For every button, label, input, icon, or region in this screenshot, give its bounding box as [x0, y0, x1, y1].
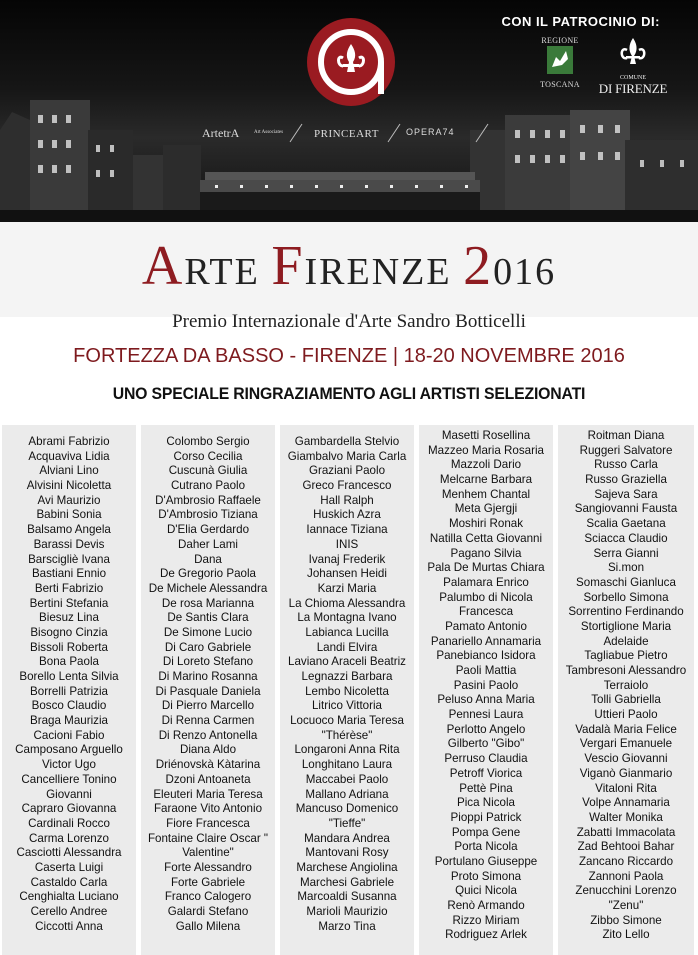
artist-name: Cardinali Rocco: [28, 816, 110, 830]
artist-name: Longaroni Anna Rita: [294, 743, 400, 757]
artist-name: Palumbo di Nicola: [439, 590, 533, 604]
artist-name: Uttieri Paolo: [594, 708, 658, 722]
artist-name: Porta Nicola: [454, 840, 518, 854]
artist-name: Castaldo Carla: [30, 875, 108, 889]
artist-name: Cutrano Paolo: [170, 479, 246, 493]
artist-name: Cerello Andree: [30, 905, 108, 918]
partner-logos: [190, 120, 510, 150]
artist-name: Borello Lenta Silvia: [19, 670, 119, 683]
artist-name: Valentine": [182, 846, 234, 860]
artist-name: Somaschi Gianluca: [576, 575, 676, 589]
artist-name: Zito Lello: [602, 928, 650, 942]
artist-name: Panebianco Isidora: [436, 649, 536, 663]
artist-name: D'Ambrosio Tiziana: [158, 508, 258, 522]
artist-name: Capraro Giovanna: [21, 802, 117, 816]
artist-name: Sorbello Simona: [583, 590, 669, 604]
artist-name: La Montagna Ivano: [297, 611, 397, 625]
artist-name: Adelaide: [603, 634, 649, 648]
artist-name: Petroff Viorica: [449, 766, 523, 780]
artist-name: Di Renna Carmen: [161, 714, 255, 728]
artist-name: Colombo Sergio: [166, 435, 250, 448]
artist-name: Vitaloni Rita: [595, 781, 657, 795]
artist-name: Menhem Chantal: [441, 487, 531, 501]
artist-name: Quici Nicola: [455, 884, 517, 898]
separator-slash: [288, 122, 304, 144]
artist-name: Bastiani Ennio: [31, 567, 107, 581]
artist-name: Vescio Giovanni: [584, 752, 668, 766]
artist-name: Roitman Diana: [587, 429, 665, 442]
artist-name: Pasini Paolo: [453, 678, 519, 692]
title-year: 016: [493, 251, 557, 293]
artist-name: Mazzoli Dario: [450, 458, 522, 472]
artist-name: Ciccotti Anna: [35, 919, 103, 933]
artist-name: Laviano Araceli Beatriz: [288, 655, 406, 669]
artist-name: La Chioma Alessandra: [288, 596, 406, 610]
artist-name: Vergari Emanuele: [579, 737, 673, 751]
artist-name: Johansen Heidi: [307, 567, 387, 581]
firenze-label: DI FIRENZE: [598, 81, 668, 96]
artist-name: Giambalvo Maria Carla: [287, 449, 407, 463]
artist-name: Legnazzi Barbara: [301, 670, 393, 683]
event-location-dates: FORTEZZA DA BASSO - FIRENZE | 18-20 NOVEMBRE 2016: [73, 345, 625, 367]
artist-name: De Michele Alessandra: [148, 581, 268, 595]
artist-name: Pala De Murtas Chiara: [427, 561, 545, 575]
artist-name: Masetti Rosellina: [441, 429, 531, 442]
artist-name: Tolli Gabriella: [591, 693, 661, 707]
artist-name: Melcarne Barbara: [439, 473, 533, 487]
artist-name: Bissoli Roberta: [30, 640, 108, 654]
artist-name: Corso Cecilia: [173, 449, 243, 463]
artist-name: Peluso Anna Maria: [437, 693, 535, 707]
artist-name: Marchese Angiolina: [296, 860, 398, 874]
artetra-subtitle: Art Associates: [254, 130, 284, 135]
artist-name: Huskich Azra: [313, 508, 381, 522]
artist-name: INIS: [335, 537, 359, 551]
artist-name: De Simone Lucio: [163, 625, 253, 639]
artist-name: Karzi Maria: [317, 581, 377, 595]
artist-name: Zancano Riccardo: [578, 854, 674, 868]
artist-name: Longhitano Laura: [301, 758, 393, 772]
artetra-logo: ArtetrA: [202, 126, 240, 140]
artist-name: Tambresoni Alessandro: [565, 664, 687, 677]
artist-name: Pagano Silvia: [450, 546, 522, 560]
artist-name: Lembo Nicoletta: [305, 684, 389, 698]
artist-name: Sciacca Claudio: [584, 531, 668, 545]
artist-name: Victor Ugo: [42, 758, 96, 772]
separator-slash: [386, 122, 402, 144]
artist-name: Rodriguez Arlek: [445, 928, 527, 942]
artist-name: Scalia Gaetana: [586, 517, 666, 531]
artist-name: Sangiovanni Fausta: [574, 502, 678, 516]
pegasus-icon: [546, 45, 574, 75]
artist-name: Fontaine Claire Oscar ": [147, 831, 269, 845]
arte-firenze-lily-logo: [303, 14, 399, 110]
artist-name: Faraone Vito Antonio: [153, 802, 263, 816]
artist-name: Gambardella Stelvio: [294, 435, 400, 448]
artist-name: Carma Lorenzo: [29, 831, 109, 845]
artist-name: Di Loreto Stefano: [162, 655, 254, 669]
artist-name: Rizzo Miriam: [452, 913, 520, 927]
artist-name: Litrico Vittoria: [311, 699, 383, 713]
artist-name: Zabatti Immacolata: [576, 825, 676, 839]
artist-name: "Thérèse": [321, 728, 373, 742]
artist-name: Proto Simona: [450, 869, 522, 883]
title-initial-2: 2: [463, 235, 494, 297]
artist-name: Alvisini Nicoletta: [26, 479, 112, 493]
artist-column-4: [419, 425, 553, 955]
artist-name: Landi Elvira: [316, 640, 378, 654]
artist-name: Pennesi Laura: [448, 708, 524, 722]
artist-name: Caserta Luigi: [34, 860, 104, 874]
artist-name: Eleuteri Maria Teresa: [153, 787, 263, 801]
artist-name: Ivanaj Frederik: [308, 552, 386, 566]
header-banner: [0, 0, 698, 222]
artist-name: Pamato Antonio: [445, 619, 527, 633]
page-title: [0, 234, 698, 298]
artist-name: Cuscunà Giulia: [168, 464, 248, 478]
title-rte: RTE: [184, 251, 272, 293]
artist-name: Locuoco Maria Teresa: [290, 714, 404, 728]
artist-name: Babini Sonia: [36, 508, 102, 522]
title-initial-f: F: [271, 235, 305, 297]
artist-name: Avi Maurizio: [37, 493, 101, 507]
artist-name: D'Ambrosio Raffaele: [155, 493, 261, 507]
artist-name: Forte Gabriele: [170, 875, 246, 889]
artist-name: Di Marino Rosanna: [158, 670, 258, 683]
comune-di-firenze-logo: [598, 36, 668, 97]
artist-name: Marcoaldi Susanna: [297, 890, 397, 904]
artist-name: Maccabei Paolo: [305, 772, 389, 786]
artist-name: Acquaviva Lidia: [28, 449, 110, 463]
artist-name: Braga Maurizia: [30, 714, 108, 728]
artist-name: De Gregorio Paola: [159, 567, 257, 581]
artist-name: Labianca Lucilla: [305, 625, 389, 639]
artist-name: Serra Gianni: [593, 546, 659, 560]
artist-name: Mantovani Rosy: [305, 846, 389, 860]
artist-name: Marzo Tina: [318, 919, 376, 933]
artist-name: De rosa Marianna: [161, 596, 255, 610]
artist-name: Perruso Claudia: [444, 752, 528, 766]
artist-name: Bosco Claudio: [31, 699, 107, 713]
artist-column-5: [558, 425, 694, 955]
artist-name: Daher Lami: [178, 537, 238, 551]
title-irenze: IRENZE: [304, 251, 464, 293]
artist-name: Tagliabue Pietro: [584, 649, 668, 663]
thanks-heading: UNO SPECIALE RINGRAZIAMENTO AGLI ARTISTI SELEZIONATI: [112, 384, 586, 403]
artist-name: Mallano Adriana: [305, 787, 389, 801]
artist-name: Camposano Arguello: [15, 743, 123, 757]
comune-label: COMUNE: [619, 75, 646, 81]
patronage-label: CON IL PATROCINIO DI:: [501, 14, 660, 29]
artist-name: Driénovskà Kàtarina: [155, 758, 261, 772]
artist-name: Sajeva Sara: [594, 487, 658, 501]
artist-name: Gilberto "Gibo": [447, 737, 525, 751]
artist-name: Di Pasquale Daniela: [155, 684, 261, 698]
artist-name: Alviani Lino: [39, 464, 99, 478]
artist-name: Casciotti Alessandra: [16, 846, 122, 860]
artist-name: Barassi Devis: [33, 537, 105, 551]
artist-name: Abrami Fabrizio: [28, 435, 110, 448]
artist-name: Pioppi Patrick: [450, 810, 522, 824]
artist-name: Stortiglione Maria: [580, 619, 672, 633]
artist-name: Mazzeo Maria Rosaria: [428, 443, 544, 457]
artist-name: Di Pierro Marcello: [161, 699, 255, 713]
artist-name: Ruggeri Salvatore: [579, 443, 673, 457]
artist-name: Pica Nicola: [457, 796, 515, 810]
artist-name: Graziani Paolo: [308, 464, 386, 478]
artist-name: Cancelliere Tonino: [21, 772, 117, 786]
regione-label: REGIONE: [541, 36, 579, 45]
artist-name: Greco Francesco: [302, 479, 392, 493]
artist-name: Russo Graziella: [585, 473, 667, 487]
artist-name: Barscigliè Ivana: [28, 552, 110, 566]
opera74-logo: OPERA74: [406, 127, 455, 137]
artist-name: Zad Behtooi Bahar: [577, 840, 675, 854]
artist-name: "Tieffe": [328, 816, 366, 830]
artist-name: Borrelli Patrizia: [30, 684, 108, 698]
artist-name: Dzoni Antoaneta: [165, 772, 251, 786]
artist-name: Giovanni: [46, 787, 92, 801]
toscana-label: TOSCANA: [540, 80, 580, 89]
artist-name: Bisogno Cinzia: [30, 625, 108, 639]
artist-name: Vadalà Maria Felice: [575, 722, 677, 736]
artist-name: Pettè Pina: [459, 781, 513, 795]
regione-toscana-logo: [530, 36, 590, 89]
artist-name: Dana: [194, 552, 222, 566]
artist-name: Cacioni Fabio: [33, 728, 105, 742]
subtitle: Premio Internazionale d'Arte Sandro Botticelli: [172, 311, 526, 332]
artist-name: Marchesi Gabriele: [299, 875, 395, 889]
artist-name: Galardi Stefano: [167, 905, 249, 918]
artist-name: D'Elia Gerdardo: [166, 523, 250, 537]
artist-column-2: [141, 425, 275, 955]
artist-name: De Santis Clara: [167, 611, 249, 625]
artist-name: Terraiolo: [603, 678, 649, 692]
artist-name: Walter Monika: [589, 810, 663, 824]
artist-name: Mandara Andrea: [304, 831, 390, 845]
artist-column-1: [2, 425, 136, 955]
artist-name: Palamara Enrico: [443, 575, 529, 589]
artist-name: Mancuso Domenico: [295, 802, 399, 816]
artist-name: Bona Paola: [39, 655, 99, 669]
artist-name: Portulano Giuseppe: [434, 854, 538, 868]
artist-name: Viganò Gianmario: [579, 766, 673, 780]
princeart-logo: PRINCEART: [314, 128, 379, 140]
artist-column-3: [280, 425, 414, 955]
artist-name: Sorrentino Ferdinando: [568, 605, 684, 619]
title-initial-a: A: [141, 235, 185, 297]
artist-name: Bertini Stefania: [29, 596, 109, 610]
artist-name: Panariello Annamaria: [430, 634, 542, 648]
artist-name: Moshiri Ronak: [448, 517, 524, 531]
artist-name: Di Renzo Antonella: [158, 728, 258, 742]
artist-name: Natilla Cetta Giovanni: [429, 531, 543, 545]
artist-name: Gallo Milena: [175, 919, 241, 933]
artist-name: Berti Fabrizio: [34, 581, 104, 595]
artist-name: Franco Calogero: [164, 890, 252, 904]
artist-name: Cenghialta Luciano: [19, 890, 119, 904]
separator-slash: [474, 122, 490, 144]
artist-name: Zannoni Paola: [588, 869, 664, 883]
artist-name: "Zenu": [608, 899, 644, 912]
artist-name: Zibbo Simone: [590, 913, 662, 927]
artist-name: Diana Aldo: [179, 743, 237, 757]
artist-name: Hall Ralph: [320, 493, 374, 507]
fleur-de-lis-icon: [618, 36, 648, 70]
artist-name: Di Caro Gabriele: [164, 640, 252, 654]
artist-name: Fiore Francesca: [166, 816, 250, 830]
artist-name: Francesca: [458, 605, 514, 619]
artist-name: Marioli Maurizio: [306, 905, 388, 918]
artist-name: Forte Alessandro: [164, 860, 252, 874]
artist-name: Biesuz Lina: [39, 611, 99, 625]
artist-name: Zenucchini Lorenzo: [575, 884, 677, 898]
artist-name: Volpe Annamaria: [582, 796, 670, 810]
artist-name: Si.mon: [607, 561, 645, 575]
artist-name: Iannace Tiziana: [306, 523, 388, 537]
artist-name: Russo Carla: [594, 458, 658, 472]
artist-name: Paoli Mattia: [455, 664, 517, 677]
artist-name: Balsamo Angela: [27, 523, 111, 537]
artist-name: Meta Gjergji: [454, 502, 518, 516]
artist-name: Renò Armando: [447, 899, 525, 912]
artist-name: Perlotto Angelo: [446, 722, 526, 736]
artist-name: Pompa Gene: [451, 825, 521, 839]
